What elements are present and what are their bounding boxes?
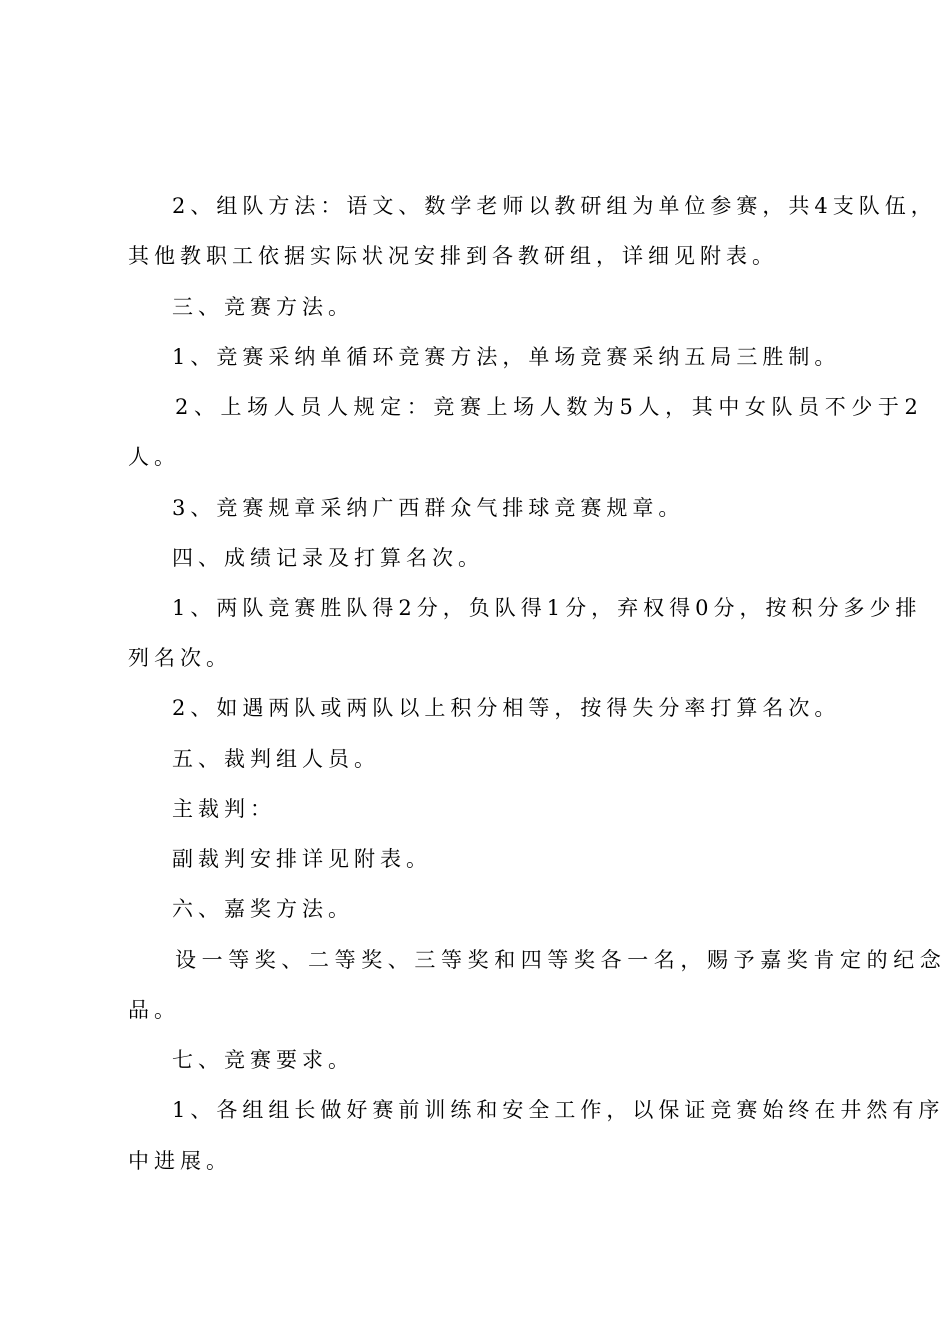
section-heading-requirements: 七、竞赛要求。 [172,1048,354,1072]
section-heading-scoring: 四、成绩记录及打算名次。 [172,546,484,570]
players-rule-line-1: 2、上场人员人规定：竞赛上场人数为5人，其中女队员不少于2 [175,395,924,419]
rules-standard-line: 3、竞赛规章采纳广西群众气排球竞赛规章。 [172,496,685,520]
awards-line-2: 品。 [128,998,180,1022]
points-rule-line-1: 1、两队竞赛胜队得2分，负队得1分，弃权得0分，按积分多少排 [172,596,922,620]
requirements-line-2: 中进展。 [128,1149,232,1173]
round-robin-rule-line: 1、竞赛采纳单循环竞赛方法，单场竞赛采纳五局三胜制。 [172,345,841,369]
chief-referee-line: 主裁判： [172,797,276,821]
section-heading-referees: 五、裁判组人员。 [172,747,380,771]
awards-line-1: 设一等奖、二等奖、三等奖和四等奖各一名，赐予嘉奖肯定的纪念 [175,948,947,972]
section-heading-awards: 六、嘉奖方法。 [172,897,354,921]
team-method-line-2: 其他教职工依据实际状况安排到各教研组，详细见附表。 [128,244,778,268]
team-method-line-1: 2、组队方法：语文、数学老师以教研组为单位参赛，共4支队伍， [172,194,937,218]
assistant-referee-line: 副裁判安排详见附表。 [172,847,432,871]
requirements-line-1: 1、各组组长做好赛前训练和安全工作，以保证竞赛始终在井然有序 [172,1098,945,1122]
players-rule-line-2: 人。 [128,445,180,469]
points-rule-line-2: 列名次。 [128,646,232,670]
section-heading-competition-method: 三、竞赛方法。 [172,295,354,319]
tie-break-rule-line: 2、如遇两队或两队以上积分相等，按得失分率打算名次。 [172,696,841,720]
